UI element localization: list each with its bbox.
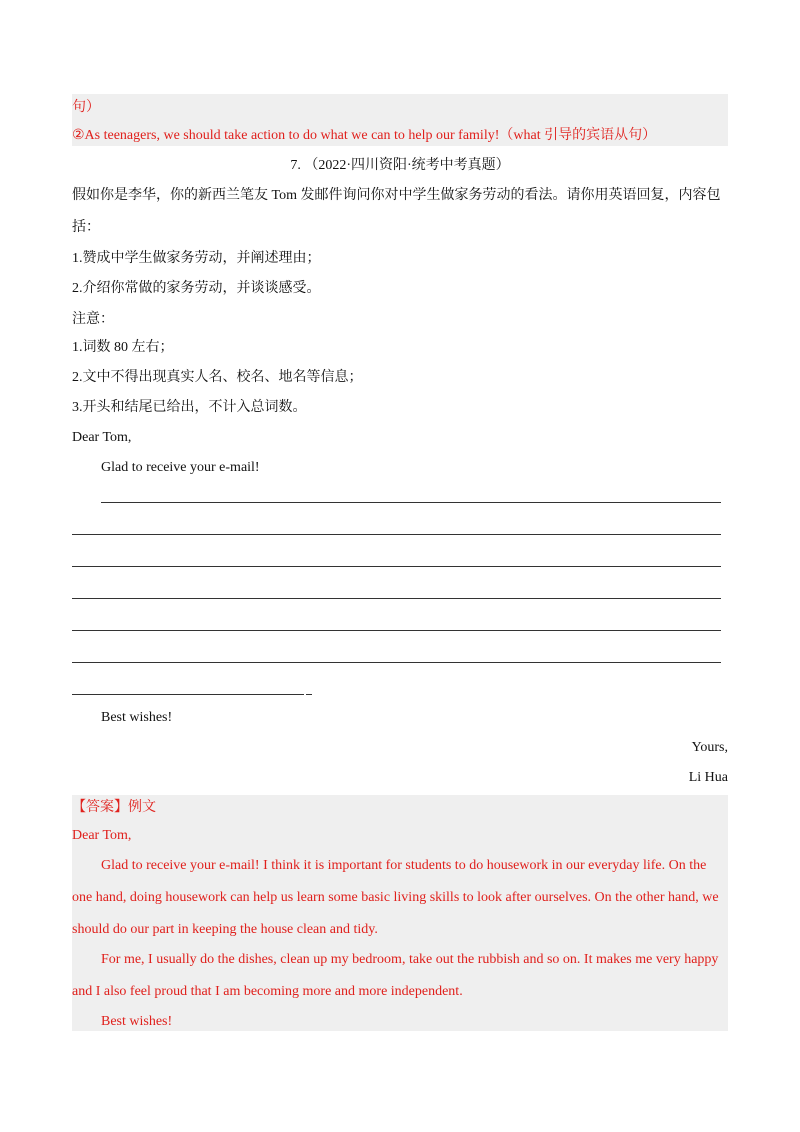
note-2: 2.文中不得出现真实人名、校名、地名等信息； — [72, 370, 363, 385]
writing-line — [72, 566, 721, 567]
letter-signoff: Yours, — [691, 740, 728, 755]
prev-answer-line-2: ②As teenagers, we should take action to do what we can to help our family!（what 引导的宾语从句） — [72, 128, 657, 143]
writing-line — [72, 630, 721, 631]
answer-closing: Best wishes! — [101, 1014, 173, 1029]
question-header: 7. （2022·四川资阳·统考中考真题） — [290, 158, 510, 173]
answer-p2-line-2: and I also feel proud that I am becoming more and more independent. — [72, 984, 463, 999]
answer-salutation: Dear Tom, — [72, 828, 132, 843]
answer-label: 【答案】例文 — [72, 800, 156, 815]
answer-p1-line-3: should do our part in keeping the house clean and tidy. — [72, 922, 378, 937]
answer-p1-line-2: one hand, doing housework can help us learn some basic living skills to look after ourselves. On the other hand, we — [72, 890, 719, 905]
writing-line — [72, 534, 721, 535]
note-3: 3.开头和结尾已给出，不计入总词数。 — [72, 400, 307, 415]
notes-label: 注意： — [72, 312, 114, 327]
letter-signature: Li Hua — [688, 770, 728, 785]
prev-answer-line-1: 句） — [72, 100, 100, 115]
question-prompt-line-1: 假如你是李华，你的新西兰笔友 Tom 发邮件询问你对中学生做家务劳动的看法。请你用英语回复，内容包 — [72, 188, 721, 203]
answer-p1-line-1: Glad to receive your e-mail! I think it is important for students to do housework in our everyday life. On the — [101, 858, 707, 873]
writing-line-end-mark — [306, 694, 312, 695]
question-point-2: 2.介绍你常做的家务劳动，并谈谈感受。 — [72, 281, 321, 296]
answer-p2-line-1: For me, I usually do the dishes, clean up my bedroom, take out the rubbish and so on. It makes me very happy — [101, 952, 719, 967]
letter-opening: Glad to receive your e-mail! — [101, 460, 260, 475]
question-prompt-line-2: 括： — [72, 220, 100, 235]
writing-line — [72, 662, 721, 663]
letter-salutation: Dear Tom, — [72, 430, 132, 445]
writing-line — [101, 502, 721, 503]
note-1: 1.词数 80 左右； — [72, 340, 174, 355]
letter-closing: Best wishes! — [101, 710, 173, 725]
writing-line — [72, 598, 721, 599]
writing-line-short — [72, 694, 304, 695]
question-point-1: 1.赞成中学生做家务劳动，并阐述理由； — [72, 251, 321, 266]
